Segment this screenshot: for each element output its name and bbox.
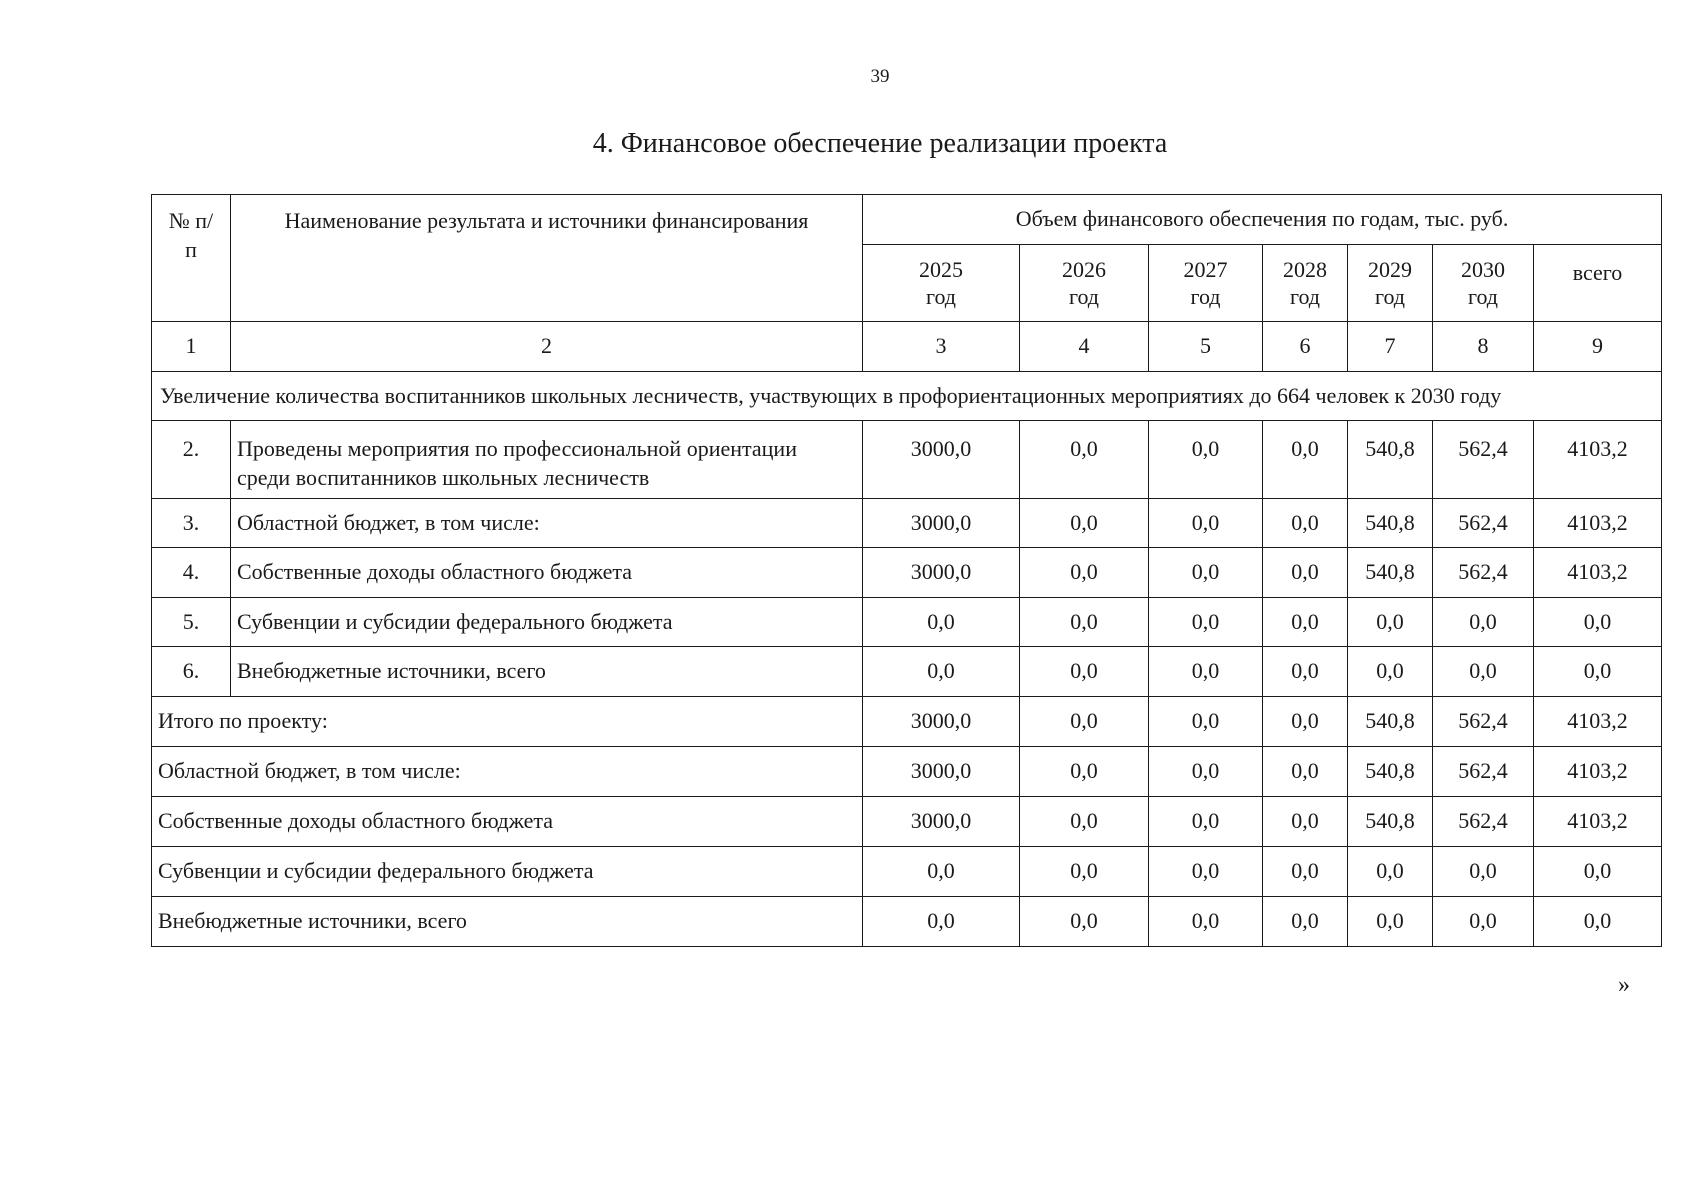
- col-number: 1: [152, 322, 231, 372]
- total-row: [152, 747, 1662, 797]
- total-value: 0,0: [1149, 797, 1263, 847]
- total-value: 0,0: [1263, 697, 1348, 747]
- total-value: 0,0: [1348, 897, 1433, 947]
- total-value: 0,0: [863, 897, 1020, 947]
- total-value: 562,4: [1433, 747, 1534, 797]
- row-value: 0,0: [1534, 647, 1662, 697]
- total-value: 4103,2: [1534, 797, 1662, 847]
- header-year-2026: 2026 год: [1020, 245, 1149, 322]
- row-value: 540,8: [1348, 421, 1433, 499]
- row-value: 540,8: [1348, 548, 1433, 598]
- result-title: Увеличение количества воспитанников школьных лесничеств, участвующих в профориентационных мероприятиях до 664 человек к 2030 году: [152, 372, 1662, 421]
- total-value: 0,0: [1149, 747, 1263, 797]
- total-row: [152, 897, 1662, 947]
- row-value: 0,0: [863, 598, 1020, 647]
- row-value: 0,0: [1263, 548, 1348, 598]
- row-value: 540,8: [1348, 499, 1433, 548]
- col-number: 3: [863, 322, 1020, 372]
- total-value: 3000,0: [863, 697, 1020, 747]
- header-volume: Объем финансового обеспечения по годам, тыс. руб.: [863, 195, 1662, 245]
- row-value: 0,0: [1020, 421, 1149, 499]
- table-row: [152, 421, 1662, 499]
- result-title-row: [152, 372, 1662, 421]
- table-row: [152, 499, 1662, 548]
- row-value: 562,4: [1433, 421, 1534, 499]
- row-value: 0,0: [1534, 598, 1662, 647]
- financing-table: [151, 194, 1662, 947]
- total-row: [152, 847, 1662, 897]
- total-row: [152, 697, 1662, 747]
- header-year-2027: 2027 год: [1149, 245, 1263, 322]
- total-value: 562,4: [1433, 697, 1534, 747]
- header-name: Наименование результата и источники финансирования: [231, 195, 863, 322]
- col-number: 5: [1149, 322, 1263, 372]
- header-year-2025: 2025 год: [863, 245, 1020, 322]
- total-name: Собственные доходы областного бюджета: [152, 797, 863, 847]
- row-value: 0,0: [1149, 548, 1263, 598]
- row-num: 3.: [152, 499, 231, 548]
- row-name: Собственные доходы областного бюджета: [231, 548, 863, 598]
- row-value: 0,0: [1348, 598, 1433, 647]
- total-value: 0,0: [1534, 897, 1662, 947]
- total-value: 0,0: [1433, 897, 1534, 947]
- col-number: 4: [1020, 322, 1149, 372]
- total-value: 0,0: [1020, 697, 1149, 747]
- total-value: 0,0: [1149, 697, 1263, 747]
- total-name: Внебюджетные источники, всего: [152, 897, 863, 947]
- total-value: 540,8: [1348, 797, 1433, 847]
- total-value: 0,0: [1149, 847, 1263, 897]
- section-title: 4. Финансовое обеспечение реализации проекта: [592, 128, 1168, 159]
- row-value: 0,0: [863, 647, 1020, 697]
- row-value: 4103,2: [1534, 548, 1662, 598]
- row-value: 0,0: [1149, 647, 1263, 697]
- row-value: 0,0: [1020, 499, 1149, 548]
- row-value: 562,4: [1433, 499, 1534, 548]
- row-value: 0,0: [1263, 598, 1348, 647]
- header-row-1: [152, 195, 1662, 245]
- row-value: 0,0: [1020, 548, 1149, 598]
- row-value: 562,4: [1433, 548, 1534, 598]
- total-value: 0,0: [1020, 747, 1149, 797]
- total-value: 4103,2: [1534, 747, 1662, 797]
- col-number: 8: [1433, 322, 1534, 372]
- header-year-2030: 2030 год: [1433, 245, 1534, 322]
- row-num: 6.: [152, 647, 231, 697]
- total-value: 0,0: [1348, 847, 1433, 897]
- total-value: 0,0: [1149, 897, 1263, 947]
- total-value: 562,4: [1433, 797, 1534, 847]
- total-value: 540,8: [1348, 697, 1433, 747]
- row-value: 0,0: [1263, 421, 1348, 499]
- row-num: 2.: [152, 421, 231, 499]
- total-value: 0,0: [863, 847, 1020, 897]
- row-value: 0,0: [1348, 647, 1433, 697]
- column-number-row: [152, 322, 1662, 372]
- total-name: Итого по проекту:: [152, 697, 863, 747]
- header-year-2029: 2029 год: [1348, 245, 1433, 322]
- total-value: 3000,0: [863, 747, 1020, 797]
- row-num: 5.: [152, 598, 231, 647]
- total-value: 0,0: [1433, 847, 1534, 897]
- total-value: 0,0: [1020, 797, 1149, 847]
- row-value: 3000,0: [863, 421, 1020, 499]
- total-value: 0,0: [1020, 847, 1149, 897]
- total-name: Субвенции и субсидии федерального бюджета: [152, 847, 863, 897]
- table-row: [152, 647, 1662, 697]
- header-num: № п/п: [152, 195, 231, 322]
- total-value: 0,0: [1534, 847, 1662, 897]
- header-total: всего: [1534, 245, 1662, 322]
- row-value: 3000,0: [863, 499, 1020, 548]
- row-num: 4.: [152, 548, 231, 598]
- table-row: [152, 598, 1662, 647]
- total-value: 540,8: [1348, 747, 1433, 797]
- page-number: 39: [870, 66, 890, 87]
- row-value: 0,0: [1263, 499, 1348, 548]
- total-value: 4103,2: [1534, 697, 1662, 747]
- row-value: 0,0: [1433, 647, 1534, 697]
- row-value: 4103,2: [1534, 421, 1662, 499]
- row-value: 0,0: [1149, 499, 1263, 548]
- row-value: 4103,2: [1534, 499, 1662, 548]
- row-value: 0,0: [1149, 598, 1263, 647]
- header-year-2028: 2028 год: [1263, 245, 1348, 322]
- col-number: 2: [231, 322, 863, 372]
- row-value: 0,0: [1149, 421, 1263, 499]
- row-value: 0,0: [1020, 647, 1149, 697]
- row-value: 3000,0: [863, 548, 1020, 598]
- total-row: [152, 797, 1662, 847]
- total-value: 0,0: [1263, 897, 1348, 947]
- closing-quote-mark: »: [1618, 972, 1630, 998]
- total-value: 3000,0: [863, 797, 1020, 847]
- row-value: 0,0: [1433, 598, 1534, 647]
- row-value: 0,0: [1020, 598, 1149, 647]
- row-name: Субвенции и субсидии федерального бюджета: [231, 598, 863, 647]
- col-number: 6: [1263, 322, 1348, 372]
- table-row: [152, 548, 1662, 598]
- row-name: Областной бюджет, в том числе:: [231, 499, 863, 548]
- total-value: 0,0: [1263, 797, 1348, 847]
- total-value: 0,0: [1263, 847, 1348, 897]
- row-name: Внебюджетные источники, всего: [231, 647, 863, 697]
- total-value: 0,0: [1263, 747, 1348, 797]
- col-number: 9: [1534, 322, 1662, 372]
- total-value: 0,0: [1020, 897, 1149, 947]
- row-name: Проведены мероприятия по профессиональной ориентации среди воспитанников школьных лесничеств: [231, 421, 863, 499]
- row-value: 0,0: [1263, 647, 1348, 697]
- total-name: Областной бюджет, в том числе:: [152, 747, 863, 797]
- col-number: 7: [1348, 322, 1433, 372]
